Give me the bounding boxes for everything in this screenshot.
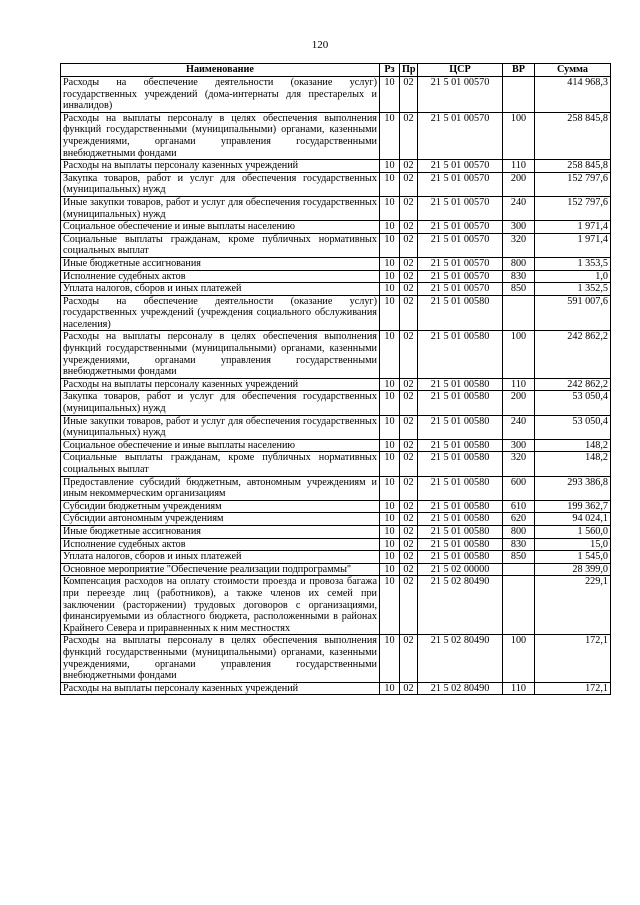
cell-rz: 10 [380, 391, 400, 415]
cell-name: Социальные выплаты гражданам, кроме публичных нормативных социальных выплат [61, 233, 380, 257]
cell-sum: 172,1 [535, 635, 611, 682]
cell-vr: 320 [503, 233, 535, 257]
cell-csr: 21 5 01 00580 [418, 391, 503, 415]
cell-vr [503, 576, 535, 635]
cell-vr: 100 [503, 331, 535, 378]
cell-sum: 172,1 [535, 682, 611, 695]
cell-rz: 10 [380, 682, 400, 695]
cell-vr: 110 [503, 682, 535, 695]
cell-csr: 21 5 01 00580 [418, 476, 503, 500]
cell-pr: 02 [400, 551, 418, 564]
cell-vr [503, 77, 535, 113]
table-row [61, 233, 611, 257]
table-row [61, 682, 611, 695]
cell-rz: 10 [380, 476, 400, 500]
cell-pr: 02 [400, 538, 418, 551]
cell-csr: 21 5 01 00580 [418, 415, 503, 439]
cell-pr: 02 [400, 283, 418, 296]
cell-pr: 02 [400, 378, 418, 391]
cell-name: Уплата налогов, сборов и иных платежей [61, 551, 380, 564]
header-name: Наименование [61, 64, 380, 77]
cell-vr: 200 [503, 172, 535, 196]
cell-pr: 02 [400, 257, 418, 270]
cell-rz: 10 [380, 439, 400, 452]
cell-name: Компенсация расходов на оплату стоимости проезда и провоза багажа при переезде лиц (работников), а также членов их семей при заключении (расторжении) трудовых договоров с организациями, финансируемыми из областного бюджета, расположенными в районах Крайнего Севера и приравненных к ним местностях [61, 576, 380, 635]
cell-csr: 21 5 02 00000 [418, 563, 503, 576]
cell-name: Расходы на выплаты персоналу в целях обеспечения выполнения функций государственными (муниципальными) органами, казенными учреждениями, органами управления государственными внебюджетными фондами [61, 112, 380, 159]
cell-pr: 02 [400, 500, 418, 513]
cell-rz: 10 [380, 196, 400, 220]
table-row [61, 378, 611, 391]
table-row [61, 391, 611, 415]
header-pr: Пр [400, 64, 418, 77]
cell-sum: 15,0 [535, 538, 611, 551]
header-sum: Сумма [535, 64, 611, 77]
cell-sum: 1 971,4 [535, 221, 611, 234]
cell-csr: 21 5 01 00570 [418, 77, 503, 113]
table-row [61, 196, 611, 220]
cell-name: Расходы на выплаты персоналу в целях обеспечения выполнения функций государственными (муниципальными) органами, казенными учреждениями, органами управления государственными внебюджетными фондами [61, 331, 380, 378]
cell-sum: 1 545,0 [535, 551, 611, 564]
table-row [61, 112, 611, 159]
cell-pr: 02 [400, 391, 418, 415]
cell-name: Основное мероприятие "Обеспечение реализации подпрограммы" [61, 563, 380, 576]
cell-rz: 10 [380, 635, 400, 682]
cell-vr: 100 [503, 635, 535, 682]
cell-pr: 02 [400, 682, 418, 695]
cell-name: Расходы на выплаты персоналу казенных учреждений [61, 682, 380, 695]
table-row [61, 172, 611, 196]
cell-rz: 10 [380, 270, 400, 283]
cell-sum: 258 845,8 [535, 112, 611, 159]
table-row [61, 295, 611, 331]
cell-name: Закупка товаров, работ и услуг для обеспечения государственных (муниципальных) нужд [61, 391, 380, 415]
table-header-row [61, 64, 611, 77]
cell-csr: 21 5 01 00580 [418, 513, 503, 526]
cell-name: Закупка товаров, работ и услуг для обеспечения государственных (муниципальных) нужд [61, 172, 380, 196]
cell-rz: 10 [380, 513, 400, 526]
cell-pr: 02 [400, 196, 418, 220]
page-number: 120 [311, 39, 329, 51]
cell-pr: 02 [400, 513, 418, 526]
table-row [61, 283, 611, 296]
cell-vr: 320 [503, 452, 535, 476]
table-row [61, 452, 611, 476]
cell-sum: 591 007,6 [535, 295, 611, 331]
cell-csr: 21 5 01 00570 [418, 257, 503, 270]
cell-sum: 152 797,6 [535, 196, 611, 220]
cell-rz: 10 [380, 283, 400, 296]
cell-sum: 199 362,7 [535, 500, 611, 513]
table-row [61, 500, 611, 513]
cell-pr: 02 [400, 331, 418, 378]
cell-name: Уплата налогов, сборов и иных платежей [61, 283, 380, 296]
cell-pr: 02 [400, 112, 418, 159]
cell-vr: 600 [503, 476, 535, 500]
cell-vr: 300 [503, 221, 535, 234]
table-row [61, 538, 611, 551]
cell-vr: 240 [503, 196, 535, 220]
cell-csr: 21 5 02 80490 [418, 576, 503, 635]
cell-rz: 10 [380, 295, 400, 331]
header-csr: ЦСР [418, 64, 503, 77]
table-row [61, 415, 611, 439]
cell-name: Иные бюджетные ассигнования [61, 257, 380, 270]
budget-table [60, 63, 611, 695]
cell-rz: 10 [380, 452, 400, 476]
table-row [61, 160, 611, 173]
cell-csr: 21 5 01 00580 [418, 538, 503, 551]
cell-rz: 10 [380, 233, 400, 257]
cell-vr: 200 [503, 391, 535, 415]
cell-rz: 10 [380, 172, 400, 196]
cell-pr: 02 [400, 172, 418, 196]
cell-sum: 1 971,4 [535, 233, 611, 257]
cell-vr: 850 [503, 283, 535, 296]
cell-name: Социальные выплаты гражданам, кроме публичных нормативных социальных выплат [61, 452, 380, 476]
cell-name: Субсидии бюджетным учреждениям [61, 500, 380, 513]
cell-rz: 10 [380, 563, 400, 576]
cell-name: Расходы на выплаты персоналу в целях обеспечения выполнения функций государственными (муниципальными) органами, казенными учреждениями, органами управления государственными внебюджетными фондами [61, 635, 380, 682]
cell-vr: 830 [503, 270, 535, 283]
cell-vr: 610 [503, 500, 535, 513]
cell-rz: 10 [380, 576, 400, 635]
table-row [61, 635, 611, 682]
table-row [61, 513, 611, 526]
table-row [61, 439, 611, 452]
cell-sum: 152 797,6 [535, 172, 611, 196]
cell-pr: 02 [400, 563, 418, 576]
cell-sum: 1 353,5 [535, 257, 611, 270]
cell-rz: 10 [380, 415, 400, 439]
cell-sum: 293 386,8 [535, 476, 611, 500]
table-row [61, 563, 611, 576]
table-row [61, 576, 611, 635]
cell-name: Расходы на обеспечение деятельности (оказание услуг) государственных учреждений (дома-интернаты для престарелых и инвалидов) [61, 77, 380, 113]
cell-sum: 53 050,4 [535, 391, 611, 415]
cell-rz: 10 [380, 500, 400, 513]
cell-name: Расходы на обеспечение деятельности (оказание услуг) государственных учреждений (учреждения социального обслуживания населения) [61, 295, 380, 331]
cell-csr: 21 5 01 00570 [418, 283, 503, 296]
cell-csr: 21 5 01 00580 [418, 500, 503, 513]
cell-name: Иные закупки товаров, работ и услуг для обеспечения государственных (муниципальных) нужд [61, 415, 380, 439]
cell-pr: 02 [400, 576, 418, 635]
cell-rz: 10 [380, 221, 400, 234]
cell-sum: 414 968,3 [535, 77, 611, 113]
cell-vr: 110 [503, 160, 535, 173]
cell-pr: 02 [400, 295, 418, 331]
cell-vr: 800 [503, 525, 535, 538]
cell-name: Расходы на выплаты персоналу казенных учреждений [61, 378, 380, 391]
cell-vr: 240 [503, 415, 535, 439]
cell-csr: 21 5 02 80490 [418, 635, 503, 682]
table-row [61, 476, 611, 500]
cell-pr: 02 [400, 635, 418, 682]
cell-vr: 850 [503, 551, 535, 564]
table-row [61, 331, 611, 378]
cell-sum: 1 352,5 [535, 283, 611, 296]
cell-name: Иные закупки товаров, работ и услуг для обеспечения государственных (муниципальных) нужд [61, 196, 380, 220]
cell-csr: 21 5 01 00580 [418, 295, 503, 331]
cell-rz: 10 [380, 538, 400, 551]
cell-rz: 10 [380, 378, 400, 391]
cell-rz: 10 [380, 525, 400, 538]
cell-sum: 28 399,0 [535, 563, 611, 576]
cell-name: Исполнение судебных актов [61, 538, 380, 551]
table-row [61, 551, 611, 564]
table-row [61, 257, 611, 270]
cell-vr: 800 [503, 257, 535, 270]
table-row [61, 77, 611, 113]
cell-rz: 10 [380, 112, 400, 159]
cell-csr: 21 5 01 00570 [418, 160, 503, 173]
cell-rz: 10 [380, 257, 400, 270]
cell-sum: 242 862,2 [535, 331, 611, 378]
cell-sum: 148,2 [535, 452, 611, 476]
cell-pr: 02 [400, 77, 418, 113]
cell-csr: 21 5 01 00580 [418, 452, 503, 476]
cell-pr: 02 [400, 415, 418, 439]
cell-csr: 21 5 01 00570 [418, 196, 503, 220]
cell-csr: 21 5 01 00580 [418, 525, 503, 538]
cell-sum: 94 024,1 [535, 513, 611, 526]
cell-vr: 110 [503, 378, 535, 391]
cell-sum: 148,2 [535, 439, 611, 452]
cell-sum: 1 560,0 [535, 525, 611, 538]
cell-rz: 10 [380, 77, 400, 113]
cell-csr: 21 5 01 00580 [418, 439, 503, 452]
cell-pr: 02 [400, 270, 418, 283]
cell-name: Социальное обеспечение и иные выплаты населению [61, 439, 380, 452]
cell-rz: 10 [380, 551, 400, 564]
cell-csr: 21 5 01 00580 [418, 331, 503, 378]
cell-csr: 21 5 01 00570 [418, 221, 503, 234]
cell-sum: 53 050,4 [535, 415, 611, 439]
cell-vr [503, 295, 535, 331]
table-row [61, 525, 611, 538]
cell-csr: 21 5 02 80490 [418, 682, 503, 695]
cell-pr: 02 [400, 452, 418, 476]
table-row [61, 270, 611, 283]
cell-pr: 02 [400, 160, 418, 173]
cell-rz: 10 [380, 331, 400, 378]
cell-pr: 02 [400, 233, 418, 257]
cell-csr: 21 5 01 00570 [418, 172, 503, 196]
cell-vr: 300 [503, 439, 535, 452]
table-row [61, 221, 611, 234]
cell-pr: 02 [400, 221, 418, 234]
cell-sum: 229,1 [535, 576, 611, 635]
cell-sum: 1,0 [535, 270, 611, 283]
cell-name: Социальное обеспечение и иные выплаты населению [61, 221, 380, 234]
cell-vr [503, 563, 535, 576]
cell-sum: 258 845,8 [535, 160, 611, 173]
cell-pr: 02 [400, 525, 418, 538]
cell-csr: 21 5 01 00580 [418, 378, 503, 391]
cell-csr: 21 5 01 00570 [418, 112, 503, 159]
cell-vr: 620 [503, 513, 535, 526]
cell-name: Предоставление субсидий бюджетным, автономным учреждениям и иным некоммерческим организациям [61, 476, 380, 500]
header-vr: ВР [503, 64, 535, 77]
cell-vr: 830 [503, 538, 535, 551]
cell-csr: 21 5 01 00570 [418, 270, 503, 283]
header-rz: Рз [380, 64, 400, 77]
cell-vr: 100 [503, 112, 535, 159]
cell-name: Расходы на выплаты персоналу казенных учреждений [61, 160, 380, 173]
cell-rz: 10 [380, 160, 400, 173]
cell-name: Иные бюджетные ассигнования [61, 525, 380, 538]
cell-csr: 21 5 01 00580 [418, 551, 503, 564]
cell-sum: 242 862,2 [535, 378, 611, 391]
cell-name: Субсидии автономным учреждениям [61, 513, 380, 526]
cell-csr: 21 5 01 00570 [418, 233, 503, 257]
cell-pr: 02 [400, 439, 418, 452]
cell-name: Исполнение судебных актов [61, 270, 380, 283]
cell-pr: 02 [400, 476, 418, 500]
